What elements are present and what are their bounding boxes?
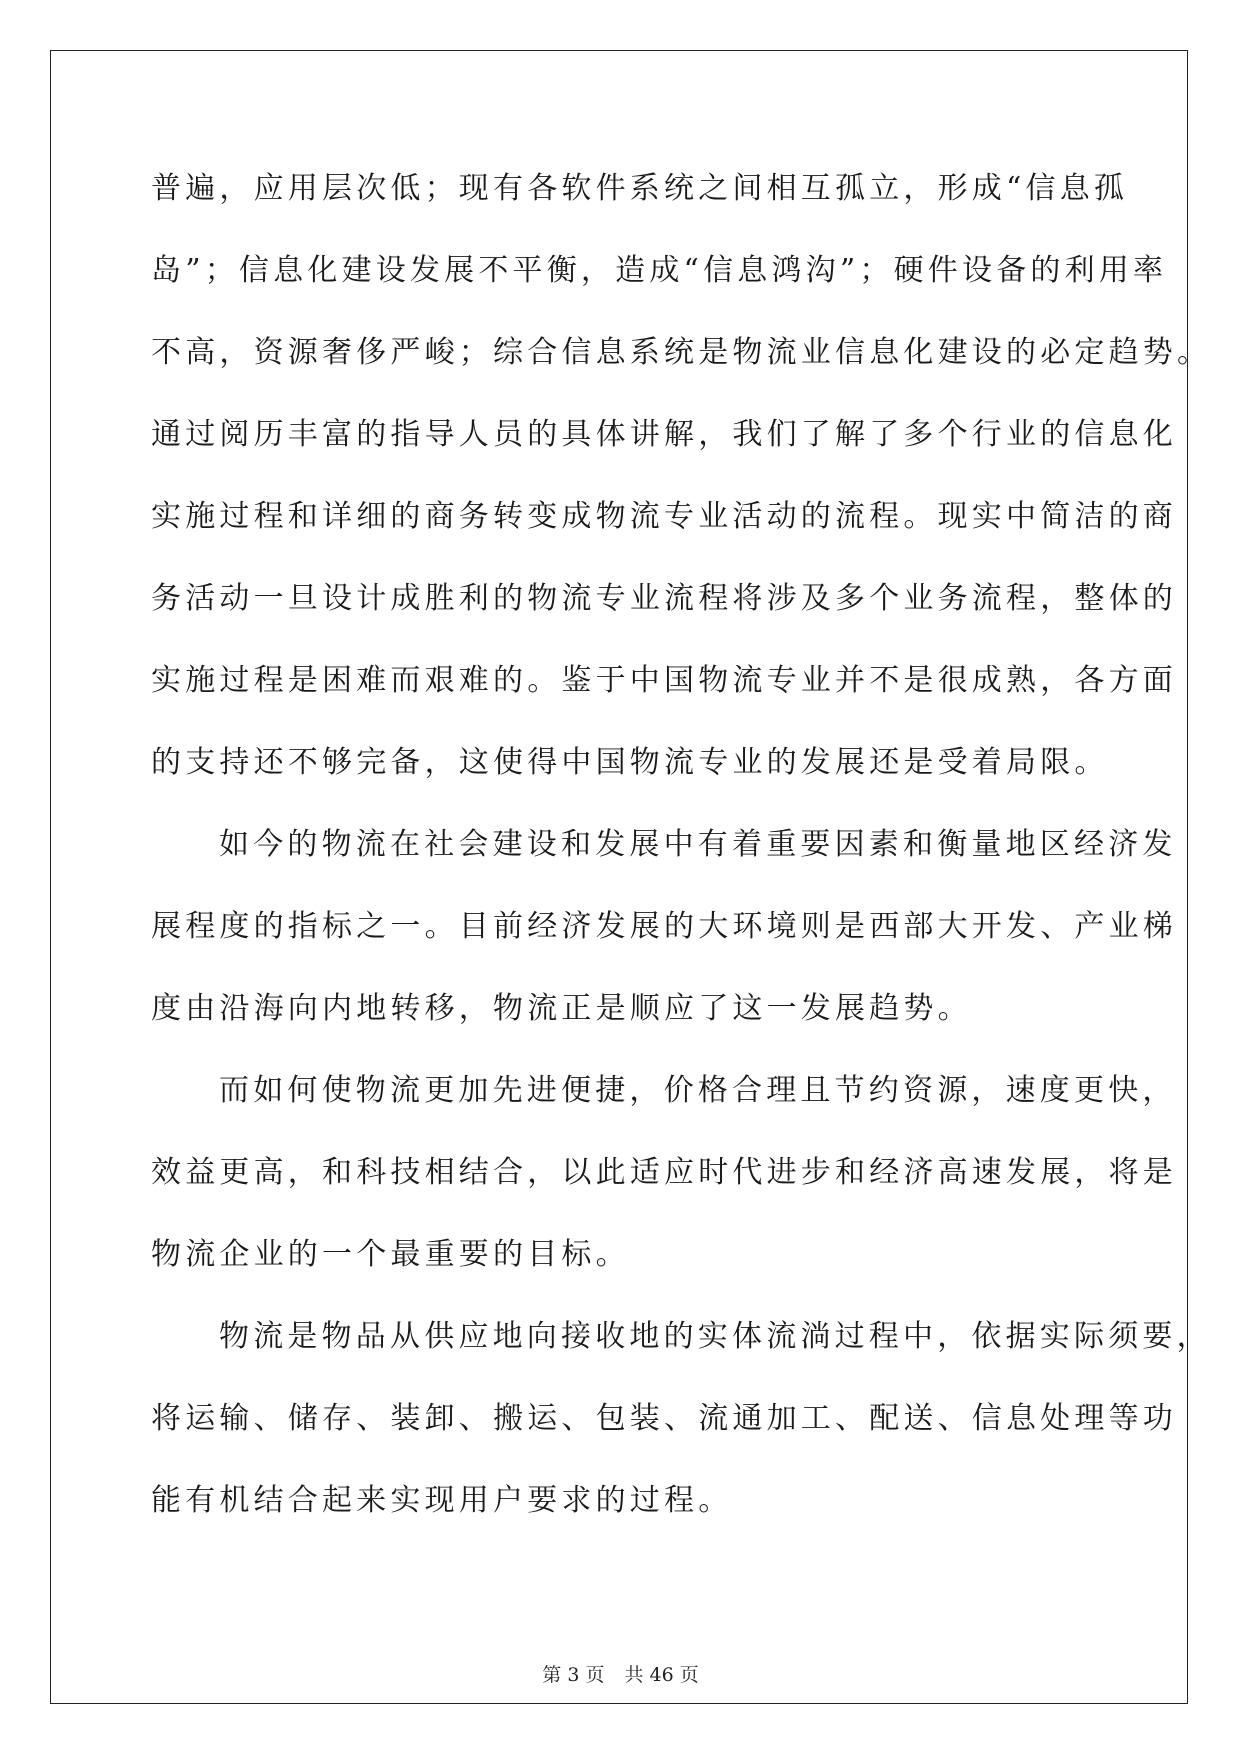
- paragraph-first-line: 如今的物流在社会建设和发展中有着重要因素和衡量地区经济发: [219, 827, 1177, 862]
- text-line: 务活动一旦设计成胜利的物流专业流程将涉及多个业务流程，整体的: [151, 581, 1177, 616]
- text-line: 实施过程和详细的商务转变成物流专业活动的流程。现实中简洁的商: [151, 499, 1177, 534]
- text-line: 物流企业的一个最重要的目标。: [151, 1237, 630, 1272]
- text-line: 实施过程是困难而艰难的。鉴于中国物流专业并不是很成熟，各方面: [151, 663, 1177, 698]
- text-line: 能有机结合起来实现用户要求的过程。: [151, 1483, 733, 1518]
- page-total: 共 46 页: [624, 1664, 699, 1686]
- text-line: 度由沿海向内地转移，物流正是顺应了这一发展趋势。: [151, 991, 972, 1026]
- text-line: 普遍，应用层次低；现有各软件系统之间相互孤立，形成“信息孤: [151, 171, 1129, 206]
- document-body: [151, 148, 1212, 1542]
- text-line: 通过阅历丰富的指导人员的具体讲解，我们了解了多个行业的信息化: [151, 417, 1177, 452]
- paragraph-first-line: 物流是物品从供应地向接收地的实体流淌过程中，依据实际须要，: [219, 1319, 1211, 1354]
- text-line: 将运输、储存、装卸、搬运、包装、流通加工、配送、信息处理等功: [151, 1401, 1177, 1436]
- text-line: 岛”；信息化建设发展不平衡，造成“信息鸿沟”；硬件设备的利用率: [151, 253, 1168, 288]
- paragraph-first-line: 而如何使物流更加先进便捷，价格合理且节约资源，速度更快，: [219, 1073, 1177, 1108]
- text-line: 效益更高，和科技相结合，以此适应时代进步和经济高速发展，将是: [151, 1155, 1177, 1190]
- text-line: 展程度的指标之一。目前经济发展的大环境则是西部大开发、产业梯: [151, 909, 1177, 944]
- page-footer: [0, 1660, 1241, 1687]
- text-line: 的支持还不够完备，这使得中国物流专业的发展还是受着局限。: [151, 745, 1109, 780]
- text-line: 不高，资源奢侈严峻；综合信息系统是物流业信息化建设的必定趋势。: [151, 335, 1212, 370]
- page-number: 第 3 页: [542, 1664, 605, 1686]
